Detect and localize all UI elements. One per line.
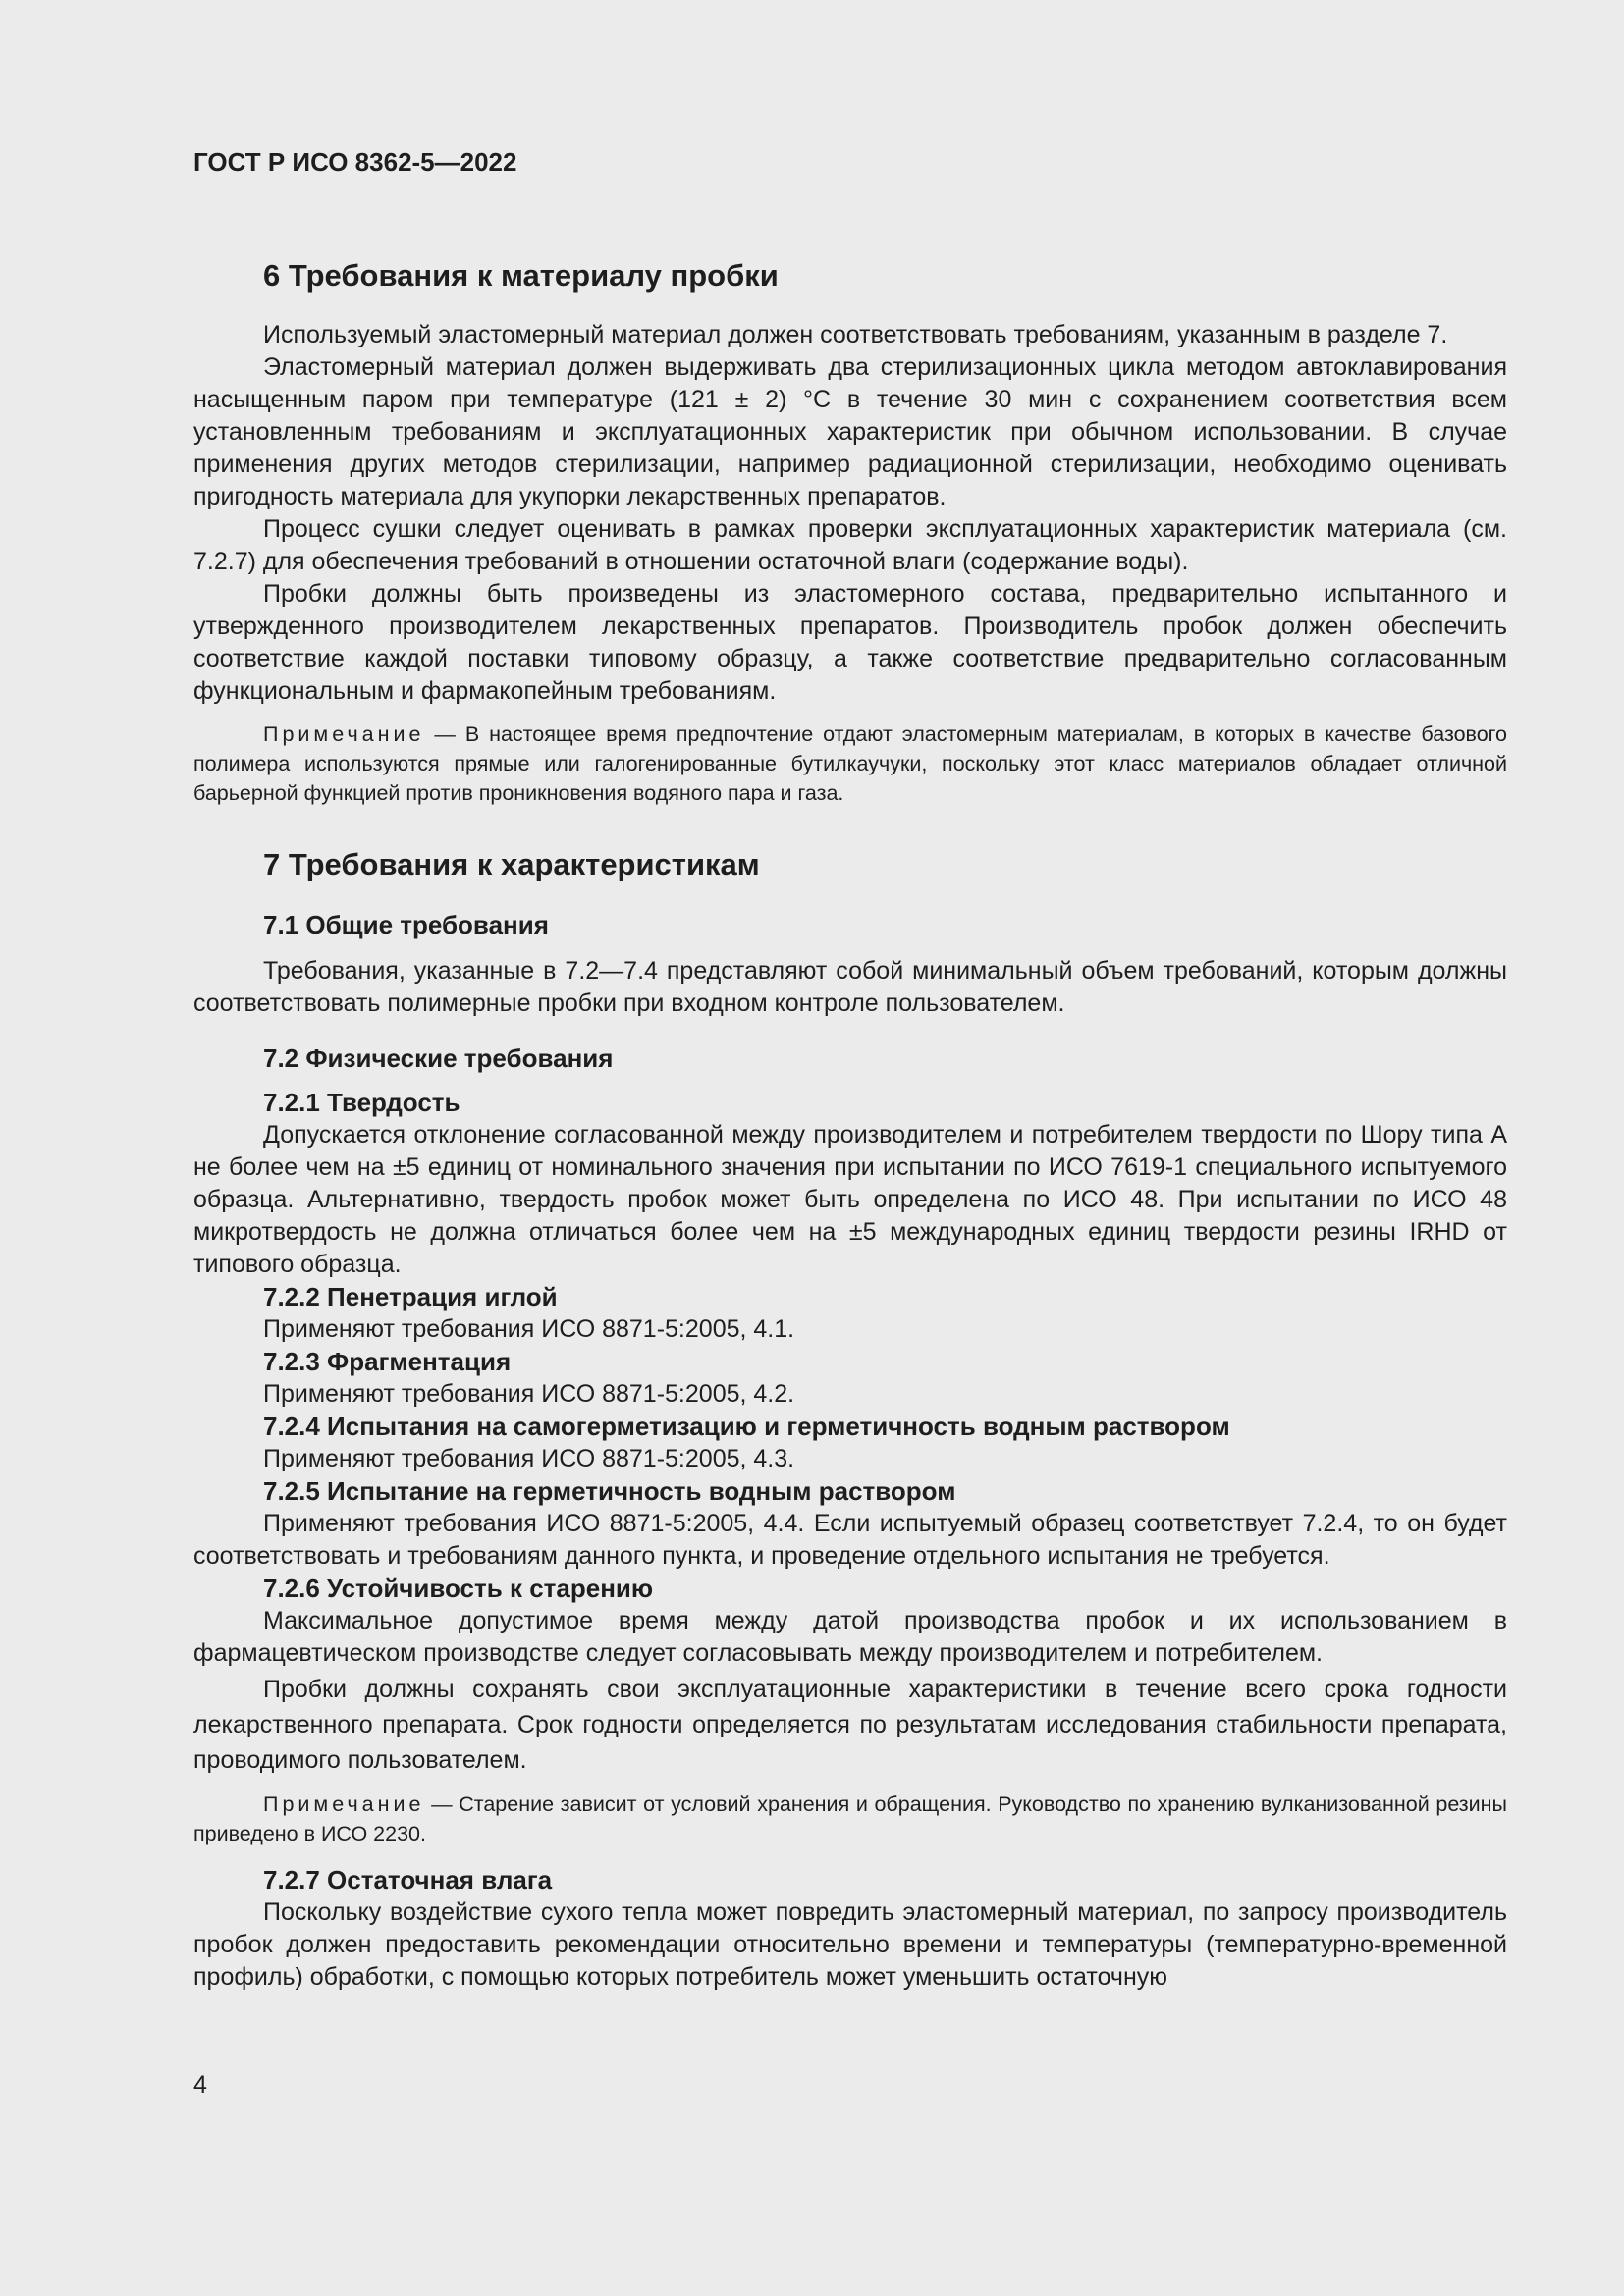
section-7-title: 7 Требования к характеристикам [263, 847, 760, 881]
section-6-paragraph-2: Эластомерный материал должен выдерживать два стерилизационных цикла методом автоклавирования насыщенным паром при температуре (121 ± 2) °С в течение 30 мин с сохранением соответствия всем установленным требованиям и эксплуатационных характеристик при обычном использовании. В случае применения других методов стерилизации, например радиационной стерилизации, необходимо оценивать пригодность материала для укупорки лекарственных препаратов. [193, 353, 1507, 510]
section-6-paragraph-3: Процесс сушки следует оценивать в рамках проверки эксплуатационных характеристик материала (см. 7.2.7) для обеспечения требований в отношении остаточной влаги (содержание воды). [193, 515, 1507, 575]
note-text: — Старение зависит от условий хранения и обращения. Руководство по хранению вулканизованной резины приведено в ИСО 2230. [193, 1792, 1507, 1845]
clause-7-2-6-title: 7.2.6 Устойчивость к старению [263, 1574, 654, 1603]
clause-7-2-5-text: Применяют требования ИСО 8871-5:2005, 4.4. Если испытуемый образец соответствует 7.2.4, то он будет соответствовать и требованиям данного пункта, и проведение отдельного испытания не требуется. [193, 1510, 1507, 1570]
subsection-7-1-text: Требования, указанные в 7.2—7.4 представляют собой минимальный объем требований, которым должны соответствовать полимерные пробки при входном контроле пользователем. [193, 957, 1507, 1017]
clause-7-2-6-paragraph-2: Пробки должны сохранять свои эксплуатационные характеристики в течение всего срока годности лекарственного препарата. Срок годности определяется по результатам исследования стабильности препарата, проводимого пользователем. [193, 1676, 1507, 1774]
clause-7-2-1-text: Допускается отклонение согласованной между производителем и потребителем твердости по Шору типа А не более чем на ±5 единиц от номинального значения при испытании по ИСО 7619-1 специального испытуемого образца. Альтернативно, твердость пробок может быть определена по ИСО 48. При испытании по ИСО 48 микротвердость не должна отличаться более чем на ±5 международных единиц твердости резины IRHD от типового образца. [193, 1121, 1507, 1278]
clause-7-2-3-title: 7.2.3 Фрагментация [263, 1347, 512, 1376]
section-6-paragraph-1: Используемый эластомерный материал должен соответствовать требованиям, указанным в разделе 7. [263, 321, 1448, 348]
subsection-7-2-title: 7.2 Физические требования [263, 1043, 614, 1073]
clause-7-2-6-note [193, 1789, 1507, 1848]
clause-7-2-3-text: Применяют требования ИСО 8871-5:2005, 4.2. [263, 1380, 795, 1408]
note-label: Примечание [263, 722, 425, 746]
note-label: Примечание [263, 1792, 425, 1816]
clause-7-2-4-title: 7.2.4 Испытания на самогерметизацию и герметичность водным раствором [263, 1412, 1230, 1441]
clause-7-2-6-paragraph-1: Максимальное допустимое время между датой производства пробок и их использованием в фармацевтическом производстве следует согласовывать между производителем и потребителем. [193, 1607, 1507, 1667]
section-6-note [193, 720, 1507, 808]
clause-7-2-7-text: Поскольку воздействие сухого тепла может повредить эластомерный материал, по запросу производитель пробок должен предоставить рекомендации относительно времени и температуры (температурно-временной профиль) обработки, с помощью которых потребитель может уменьшить остаточную [193, 1898, 1507, 1991]
clause-7-2-7-title: 7.2.7 Остаточная влага [263, 1865, 553, 1895]
clause-7-2-4-text: Применяют требования ИСО 8871-5:2005, 4.3. [263, 1445, 795, 1472]
page-content [193, 145, 1507, 1994]
section-6-paragraph-4: Пробки должны быть произведены из эластомерного состава, предварительно испытанного и утвержденного производителем лекарственных препаратов. Производитель пробок должен обеспечить соответствие каждой поставки типовому образцу, а также соответствие предварительно согласованным функциональным и фармакопейным требованиям. [193, 580, 1507, 705]
section-6-title: 6 Требования к материалу пробки [263, 258, 779, 293]
subsection-7-1-title: 7.1 Общие требования [263, 910, 549, 939]
page-number: 4 [193, 2071, 207, 2099]
clause-7-2-5-title: 7.2.5 Испытание на герметичность водным раствором [263, 1476, 956, 1506]
document-header: ГОСТ Р ИСО 8362-5—2022 [193, 147, 517, 177]
note-text: — В настоящее время предпочтение отдают эластомерным материалам, в которых в качестве базового полимера используются прямые или галогенированные бутилкаучуки, поскольку этот класс материалов обладает отличной барьерной функцией против проникновения водяного пара и газа. [193, 722, 1507, 805]
clause-7-2-2-title: 7.2.2 Пенетрация иглой [263, 1282, 558, 1311]
clause-7-2-1-title: 7.2.1 Твердость [263, 1088, 460, 1117]
clause-7-2-2-text: Применяют требования ИСО 8871-5:2005, 4.1. [263, 1315, 795, 1343]
